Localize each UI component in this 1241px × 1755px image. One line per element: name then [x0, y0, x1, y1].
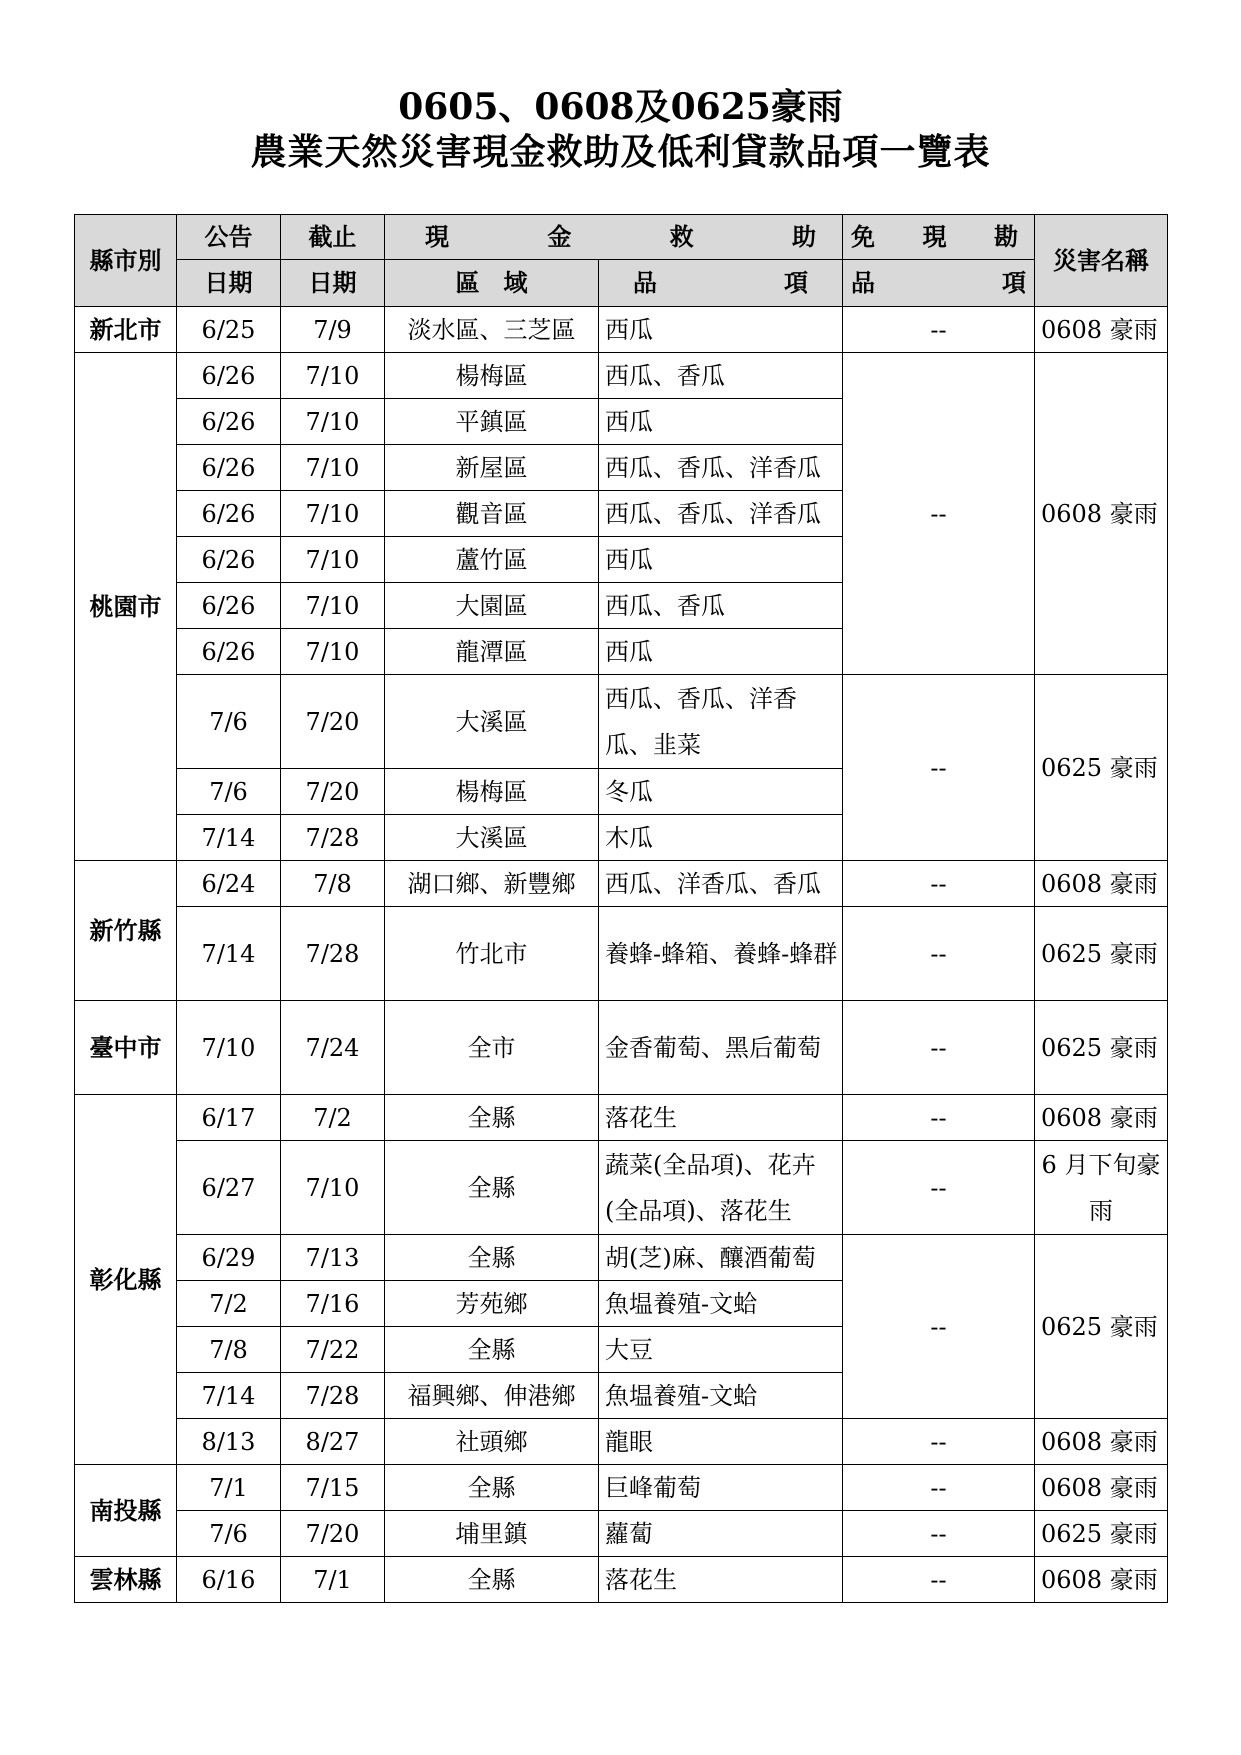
area-cell: 大園區: [385, 583, 599, 629]
deadline-cell: 8/27: [281, 1419, 385, 1465]
header-cash-relief-char: 救: [669, 222, 694, 251]
items-cell: 西瓜: [599, 537, 843, 583]
items-cell: 巨峰葡萄: [599, 1465, 843, 1511]
header-no-survey-items-char: 項: [1002, 268, 1026, 297]
deadline-cell: 7/2: [281, 1095, 385, 1141]
table-row: [75, 1141, 1168, 1235]
items-cell: 龍眼: [599, 1419, 843, 1465]
items-cell: 魚塭養殖-文蛤: [599, 1373, 843, 1419]
area-cell: 大溪區: [385, 675, 599, 769]
area-cell: 竹北市: [385, 907, 599, 1001]
area-cell: 全縣: [385, 1557, 599, 1603]
announce-cell: 6/26: [177, 399, 281, 445]
page-title-line2: 農業天然災害現金救助及低利貸款品項一覽表: [250, 131, 991, 173]
table-row: [75, 1557, 1168, 1603]
announce-cell: 6/26: [177, 353, 281, 399]
header-cash-relief: [385, 215, 843, 260]
announce-cell: 7/6: [177, 1511, 281, 1557]
announce-cell: 6/17: [177, 1095, 281, 1141]
deadline-cell: 7/15: [281, 1465, 385, 1511]
area-cell: 淡水區、三芝區: [385, 307, 599, 353]
county-cell: 桃園市: [75, 353, 177, 861]
no-survey-cell: --: [843, 675, 1035, 861]
deadline-cell: 7/28: [281, 815, 385, 861]
county-cell: 南投縣: [75, 1465, 177, 1557]
county-cell: 彰化縣: [75, 1095, 177, 1465]
announce-cell: 7/2: [177, 1281, 281, 1327]
header-no-survey-items: [843, 260, 1035, 307]
header-items: [599, 260, 843, 307]
table-row: [75, 307, 1168, 353]
items-cell: 蔬菜(全品項)、花卉(全品項)、落花生: [599, 1141, 843, 1235]
announce-cell: 7/14: [177, 907, 281, 1001]
announce-cell: 6/27: [177, 1141, 281, 1235]
announce-cell: 6/29: [177, 1235, 281, 1281]
disaster-cell: 0608 豪雨: [1035, 1095, 1168, 1141]
area-cell: 全縣: [385, 1327, 599, 1373]
no-survey-cell: --: [843, 1511, 1035, 1557]
county-cell: 新北市: [75, 307, 177, 353]
items-cell: 西瓜、香瓜: [599, 583, 843, 629]
announce-cell: 7/6: [177, 769, 281, 815]
header-disaster: 災害名稱: [1035, 215, 1168, 307]
no-survey-cell: --: [843, 1235, 1035, 1419]
disaster-cell: 0608 豪雨: [1035, 353, 1168, 675]
county-cell: 臺中市: [75, 1001, 177, 1095]
items-cell: 養蜂-蜂箱、養蜂-蜂群: [599, 907, 843, 1001]
area-cell: 社頭鄉: [385, 1419, 599, 1465]
header-cash-relief-char: 現: [425, 222, 449, 251]
items-cell: 魚塭養殖-文蛤: [599, 1281, 843, 1327]
no-survey-cell: --: [843, 1141, 1035, 1235]
deadline-cell: 7/10: [281, 629, 385, 675]
no-survey-cell: --: [843, 861, 1035, 907]
announce-cell: 7/10: [177, 1001, 281, 1095]
deadline-cell: 7/10: [281, 399, 385, 445]
area-cell: 埔里鎮: [385, 1511, 599, 1557]
table-row: [75, 675, 1168, 769]
items-cell: 金香葡萄、黑后葡萄: [599, 1001, 843, 1095]
deadline-cell: 7/20: [281, 675, 385, 769]
area-cell: 新屋區: [385, 445, 599, 491]
area-cell: 楊梅區: [385, 769, 599, 815]
items-cell: 大豆: [599, 1327, 843, 1373]
no-survey-cell: --: [843, 1001, 1035, 1095]
table-row: [75, 907, 1168, 1001]
area-cell: 楊梅區: [385, 353, 599, 399]
header-no-survey: [843, 215, 1035, 260]
items-cell: 木瓜: [599, 815, 843, 861]
header-no-survey-char: 免: [851, 222, 875, 251]
announce-cell: 6/26: [177, 445, 281, 491]
header-county: 縣市別: [75, 215, 177, 307]
disaster-cell: 0608 豪雨: [1035, 861, 1168, 907]
table-row: [75, 1235, 1168, 1281]
disaster-cell: 0625 豪雨: [1035, 907, 1168, 1001]
header-no-survey-items-char: 品: [851, 268, 875, 297]
header-items-char: 項: [784, 268, 808, 297]
header-items-char: 品: [633, 268, 657, 297]
items-cell: 西瓜、香瓜、洋香瓜: [599, 445, 843, 491]
announce-cell: 7/14: [177, 815, 281, 861]
header-no-survey-char: 現: [922, 222, 947, 251]
area-cell: 平鎮區: [385, 399, 599, 445]
header-cash-relief-char: 金: [547, 222, 572, 251]
area-cell: 大溪區: [385, 815, 599, 861]
area-cell: 全市: [385, 1001, 599, 1095]
relief-items-table: [74, 214, 1168, 1603]
items-cell: 西瓜: [599, 399, 843, 445]
items-cell: 蘿蔔: [599, 1511, 843, 1557]
disaster-cell: 0625 豪雨: [1035, 675, 1168, 861]
disaster-cell: 6 月下旬豪雨: [1035, 1141, 1168, 1235]
deadline-cell: 7/22: [281, 1327, 385, 1373]
items-cell: 冬瓜: [599, 769, 843, 815]
announce-cell: 7/6: [177, 675, 281, 769]
announce-cell: 6/26: [177, 583, 281, 629]
disaster-cell: 0625 豪雨: [1035, 1001, 1168, 1095]
header-cash-relief-char: 助: [791, 222, 816, 251]
deadline-cell: 7/13: [281, 1235, 385, 1281]
disaster-cell: 0625 豪雨: [1035, 1235, 1168, 1419]
items-cell: 西瓜、香瓜、洋香瓜、韭菜: [599, 675, 843, 769]
header-no-survey-char: 勘: [994, 222, 1018, 251]
area-cell: 全縣: [385, 1235, 599, 1281]
no-survey-cell: --: [843, 1095, 1035, 1141]
area-cell: 觀音區: [385, 491, 599, 537]
announce-cell: 6/26: [177, 629, 281, 675]
items-cell: 西瓜: [599, 307, 843, 353]
deadline-cell: 7/16: [281, 1281, 385, 1327]
deadline-cell: 7/1: [281, 1557, 385, 1603]
table-row: [75, 861, 1168, 907]
announce-cell: 6/16: [177, 1557, 281, 1603]
announce-cell: 7/8: [177, 1327, 281, 1373]
deadline-cell: 7/10: [281, 491, 385, 537]
deadline-cell: 7/20: [281, 1511, 385, 1557]
table-row: [75, 1001, 1168, 1095]
deadline-cell: 7/28: [281, 1373, 385, 1419]
header-deadline-2: 日期: [281, 260, 385, 307]
items-cell: 西瓜: [599, 629, 843, 675]
no-survey-cell: --: [843, 307, 1035, 353]
disaster-cell: 0608 豪雨: [1035, 307, 1168, 353]
no-survey-cell: --: [843, 1419, 1035, 1465]
area-cell: 全縣: [385, 1095, 599, 1141]
deadline-cell: 7/10: [281, 353, 385, 399]
items-cell: 落花生: [599, 1095, 843, 1141]
disaster-cell: 0608 豪雨: [1035, 1419, 1168, 1465]
area-cell: 福興鄉、伸港鄉: [385, 1373, 599, 1419]
table-row: [75, 1511, 1168, 1557]
items-cell: 西瓜、香瓜: [599, 353, 843, 399]
table-row: [75, 1419, 1168, 1465]
deadline-cell: 7/10: [281, 583, 385, 629]
area-cell: 蘆竹區: [385, 537, 599, 583]
disaster-cell: 0608 豪雨: [1035, 1557, 1168, 1603]
deadline-cell: 7/10: [281, 445, 385, 491]
table-row: [75, 1465, 1168, 1511]
announce-cell: 6/26: [177, 491, 281, 537]
disaster-cell: 0608 豪雨: [1035, 1465, 1168, 1511]
county-cell: 雲林縣: [75, 1557, 177, 1603]
no-survey-cell: --: [843, 1465, 1035, 1511]
disaster-cell: 0625 豪雨: [1035, 1511, 1168, 1557]
deadline-cell: 7/24: [281, 1001, 385, 1095]
area-cell: 湖口鄉、新豐鄉: [385, 861, 599, 907]
deadline-cell: 7/9: [281, 307, 385, 353]
announce-cell: 7/14: [177, 1373, 281, 1419]
header-announce-1: 公告: [177, 215, 281, 260]
header-announce-2: 日期: [177, 260, 281, 307]
announce-cell: 6/25: [177, 307, 281, 353]
deadline-cell: 7/20: [281, 769, 385, 815]
items-cell: 落花生: [599, 1557, 843, 1603]
no-survey-cell: --: [843, 907, 1035, 1001]
area-cell: 龍潭區: [385, 629, 599, 675]
no-survey-cell: --: [843, 1557, 1035, 1603]
header-deadline-1: 截止: [281, 215, 385, 260]
deadline-cell: 7/28: [281, 907, 385, 1001]
items-cell: 胡(芝)麻、釀酒葡萄: [599, 1235, 843, 1281]
deadline-cell: 7/10: [281, 537, 385, 583]
area-cell: 全縣: [385, 1141, 599, 1235]
table-row: [75, 353, 1168, 399]
announce-cell: 6/26: [177, 537, 281, 583]
table-row: [75, 1095, 1168, 1141]
page-title-line1: 0605、0608及0625豪雨: [398, 86, 843, 128]
no-survey-cell: --: [843, 353, 1035, 675]
items-cell: 西瓜、洋香瓜、香瓜: [599, 861, 843, 907]
items-cell: 西瓜、香瓜、洋香瓜: [599, 491, 843, 537]
announce-cell: 6/24: [177, 861, 281, 907]
county-cell: 新竹縣: [75, 861, 177, 1001]
header-area: 區 域: [385, 260, 599, 307]
deadline-cell: 7/8: [281, 861, 385, 907]
announce-cell: 8/13: [177, 1419, 281, 1465]
deadline-cell: 7/10: [281, 1141, 385, 1235]
area-cell: 芳苑鄉: [385, 1281, 599, 1327]
area-cell: 全縣: [385, 1465, 599, 1511]
announce-cell: 7/1: [177, 1465, 281, 1511]
